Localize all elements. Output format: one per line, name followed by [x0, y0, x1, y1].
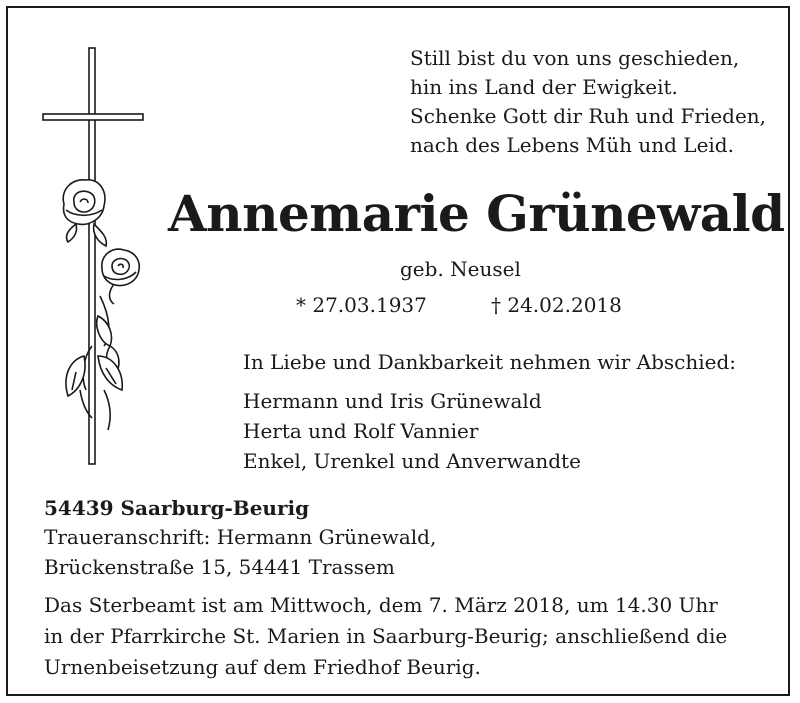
service-details — [44, 590, 727, 683]
poem-line: Schenke Gott dir Ruh und Frieden, — [410, 104, 767, 128]
memorial-poem — [410, 44, 766, 160]
mourning-address — [44, 522, 436, 582]
birth-date: * 27.03.1937 — [296, 293, 427, 317]
place-heading: 54439 Saarburg-Beurig — [44, 496, 310, 520]
service-line: Urnenbeisetzung auf dem Friedhof Beurig. — [44, 655, 481, 679]
mourner-entry: Enkel, Urenkel und Anverwandte — [243, 449, 581, 473]
poem-line: nach des Lebens Müh und Leid. — [410, 133, 734, 157]
poem-line: Still bist du von uns geschieden, — [410, 46, 740, 70]
service-line: in der Pfarrkirche St. Marien in Saarburg-Beurig; anschließend die — [44, 624, 728, 648]
cross-with-roses-icon — [40, 46, 150, 466]
death-date: † 24.02.2018 — [491, 293, 622, 317]
address-line: Brückenstraße 15, 54441 Trassem — [44, 555, 395, 579]
poem-line: hin ins Land der Ewigkeit. — [410, 75, 678, 99]
service-line: Das Sterbeamt ist am Mittwoch, dem 7. März 2018, um 14.30 Uhr — [44, 593, 718, 617]
mourner-entry: Herta und Rolf Vannier — [243, 419, 479, 443]
address-line: Traueranschrift: Hermann Grünewald, — [44, 525, 437, 549]
farewell-text: In Liebe und Dankbarkeit nehmen wir Abschied: — [243, 350, 736, 374]
mourner-entry: Hermann und Iris Grünewald — [243, 389, 542, 413]
maiden-name: geb. Neusel — [400, 257, 521, 281]
deceased-name: Annemarie Grünewald — [168, 184, 785, 243]
mourners-list — [243, 386, 581, 476]
